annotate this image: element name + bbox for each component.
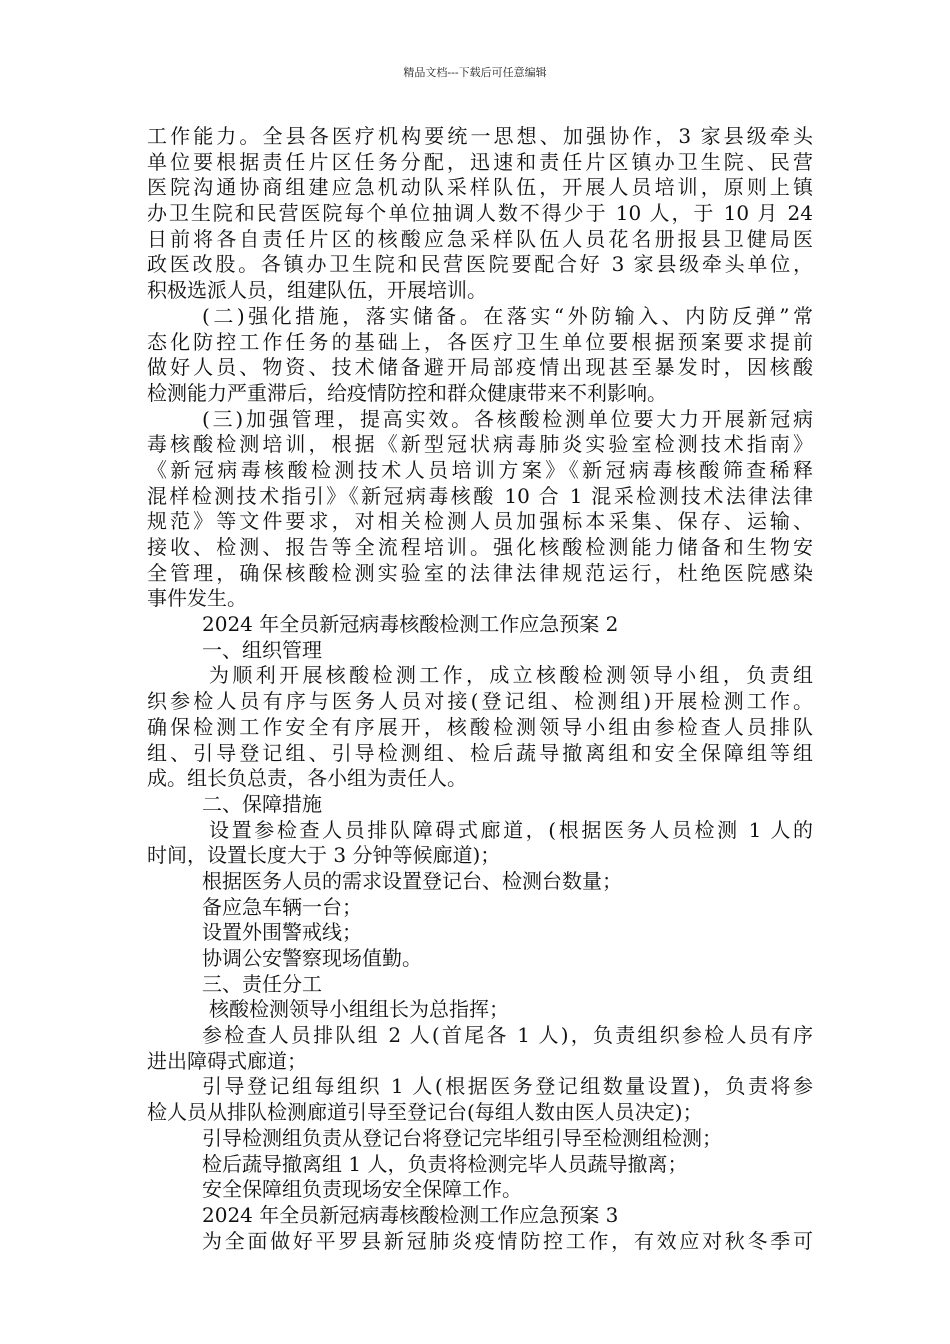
document-line: 工作能力。全县各医疗机构要统一思想、加强协作，3 家县级牵头 [147,124,813,148]
document-line: 为全面做好平罗县新冠肺炎疫情防控工作，有效应对秋冬季可 [202,1228,813,1253]
page-header: 精品文档---下载后可任意编辑 [403,66,547,79]
document-line: 办卫生院和民营医院每个单位抽调人数不得少于 10 人，于 10 月 24 [147,201,813,226]
document-line: 规范》等文件要求，对相关检测人员加强标本采集、保存、运输、 [147,509,813,534]
document-line: 2024 年全员新冠病毒核酸检测工作应急预案 2 [202,612,619,637]
document-line: 检人员从排队检测廊道引导至登记台(每组人数由医人员决定)； [147,1100,703,1125]
document-line: 全管理，确保核酸检测实验室的法律法律规范运行，杜绝医院感染 [147,560,813,585]
document-line: 毒核酸检测培训，根据《新型冠状病毒肺炎实验室检测技术指南》 [147,432,813,457]
document-line: 备应急车辆一台； [202,894,362,919]
document-line: 协调公安警察现场值勤。 [202,946,422,970]
document-line: 核酸检测领导小组组长为总指挥； [209,997,509,1022]
document-line: 为顺利开展核酸检测工作，成立核酸检测领导小组，负责组 [209,663,813,688]
document-line: 做好人员、物资、技术储备避开局部疫情出现甚至暴发时，因核酸 [147,355,813,380]
document-line: 日前将各自责任片区的核酸应急采样队伍人员花名册报县卫健局医 [147,226,813,251]
document-line: 事件发生。 [147,586,247,611]
document-line: 根据医务人员的需求设置登记台、检测台数量； [202,868,622,893]
document-line: 一、组织管理 [202,637,322,662]
document-line: 组、引导登记组、引导检测组、检后蔬导撤离组和安全保障组等组 [147,740,813,765]
document-line: 医院沟通协商组建应急机动队采样队伍，开展人员培训，原则上镇 [147,175,813,200]
document-line: (二)强化措施，落实储备。在落实“外防输入、内防反弹”常 [202,303,813,328]
document-line: 设置参检查人员排队障碍式廊道，(根据医务人员检测 1 人的 [209,817,813,842]
document-line: 安全保障组负责现场安全保障工作。 [202,1177,522,1202]
document-line: 单位要根据责任片区任务分配，迅速和责任片区镇办卫生院、民营 [147,149,813,174]
document-line: 引导登记组每组织 1 人(根据医务登记组数量设置)，负责将参 [202,1074,813,1099]
document-line: 织参检人员有序与医务人员对接(登记组、检测组)开展检测工作。 [147,689,813,714]
document-line: 参检查人员排队组 2 人(首尾各 1 人)，负责组织参检人员有序 [202,1023,813,1048]
document-line: 三、责任分工 [202,971,322,996]
document-line: 接收、检测、报告等全流程培训。强化核酸检测能力储备和生物安 [147,535,813,559]
document-line: 进出障碍式廊道； [147,1048,307,1073]
document-line: 检测能力严重滞后，给疫情防控和群众健康带来不利影响。 [147,380,667,405]
document-line: 《新冠病毒核酸检测技术人员培训方案》《新冠病毒核酸筛查稀释 [147,457,813,482]
document-line: 引导检测组负责从登记台将登记完毕组引导至检测组检测； [202,1125,722,1150]
document-line: 设置外围警戒线； [202,920,362,945]
document-line: (三)加强管理，提高实效。各核酸检测单位要大力开展新冠病 [202,406,813,431]
document-line: 成。组长负总责，各小组为责任人。 [147,766,467,791]
document-line: 检后蔬导撤离组 1 人，负责将检测完毕人员蔬导撤离； [202,1151,688,1176]
document-line: 政医改股。各镇办卫生院和民营医院要配合好 3 家县级牵头单位， [147,252,813,277]
document-line: 时间，设置长度大于 3 分钟等候廊道)； [147,843,501,868]
document-line: 2024 年全员新冠病毒核酸检测工作应急预案 3 [202,1202,619,1227]
document-body [147,124,813,1254]
document-line: 二、保障措施 [202,791,322,816]
document-line: 态化防控工作任务的基础上，各医疗卫生单位要根据预案要求提前 [147,329,813,354]
document-line: 混样检测技术指引》《新冠病毒核酸 10 合 1 混采检测技术法律法律 [147,483,813,508]
document-line: 积极选派人员，组建队伍，开展培训。 [147,278,487,303]
document-line: 确保检测工作安全有序展开，核酸检测领导小组由参检查人员排队 [147,714,813,739]
